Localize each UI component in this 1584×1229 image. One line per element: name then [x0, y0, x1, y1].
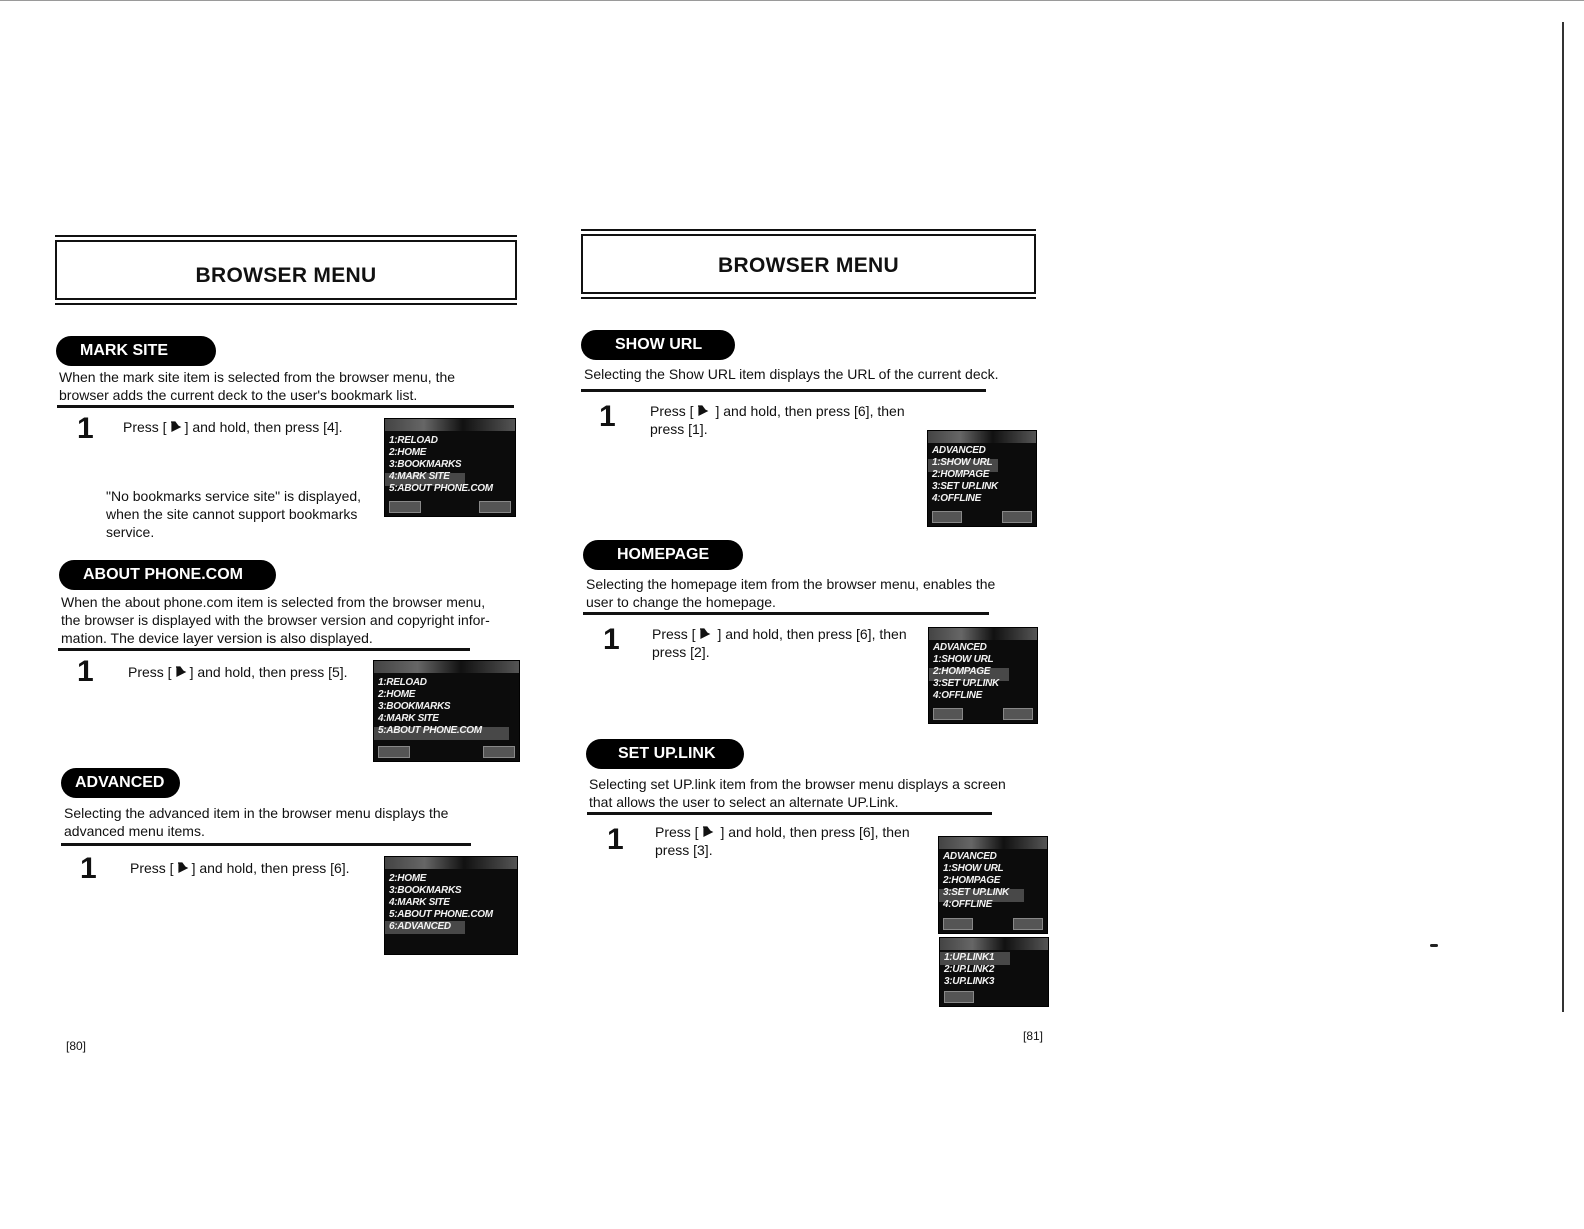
screen-softkey [1013, 918, 1043, 930]
page-title: BROWSER MENU [195, 264, 377, 287]
step-instruction [650, 402, 950, 438]
section-title-show-url: SHOW URL [581, 330, 735, 360]
step-note [106, 487, 386, 541]
screen-menu [933, 642, 999, 702]
desc-line: When the mark site item is selected from the browser menu, the [59, 369, 456, 385]
screen-status-bar [939, 837, 1047, 849]
section-title-about: ABOUT PHONE.COM [59, 560, 276, 590]
section-desc-setup-link [589, 775, 1059, 811]
screen-menu-item: ADVANCED [933, 642, 987, 653]
step-number: 1 [77, 412, 94, 445]
step-text-pre: Press [ [652, 626, 696, 642]
section-rule [58, 648, 470, 651]
step-text-line2: press [2]. [652, 644, 710, 660]
phone-screen-image [928, 627, 1038, 724]
screen-menu-item: 1:RELOAD [378, 677, 427, 688]
screen-menu-item: 4:MARK SITE [389, 897, 450, 908]
screen-menu [944, 952, 994, 988]
note-line: when the site cannot support bookmarks [106, 506, 358, 522]
screen-menu-item: 2:HOME [378, 689, 416, 700]
screen-menu-item: 2:UP.LINK2 [944, 964, 995, 975]
section-rule [57, 405, 514, 408]
phone-screen-image [384, 856, 518, 955]
desc-line: Selecting set UP.link item from the browser menu displays a screen [589, 776, 1006, 792]
browser-key-icon [174, 665, 188, 679]
screen-status-bar [928, 431, 1036, 443]
section-desc-advanced [64, 804, 504, 840]
step-number: 1 [77, 655, 94, 688]
section-title-advanced: ADVANCED [61, 768, 180, 798]
screen-menu-item: ADVANCED [932, 445, 986, 456]
screen-menu-item: 1:SHOW URL [933, 654, 994, 665]
screen-menu-item: 1:SHOW URL [932, 457, 993, 468]
step-text-pre: Press [ [128, 664, 172, 680]
step-instruction [128, 663, 348, 681]
screen-menu-item: 3:UP.LINK3 [944, 976, 995, 987]
screen-status-bar [940, 938, 1048, 950]
section-title-setup-link: SET UP.LINK [586, 739, 744, 769]
screen-menu [932, 445, 998, 505]
screen-menu-item: 2:HOMPAGE [933, 666, 991, 677]
screen-status-bar [385, 857, 517, 869]
header-box [55, 240, 517, 300]
desc-line: the browser is displayed with the browser version and copyright infor- [61, 612, 490, 628]
step-number: 1 [599, 400, 616, 433]
screen-menu [943, 851, 1009, 911]
screen-softkey [378, 746, 410, 758]
desc-line: mation. The device layer version is also displayed. [61, 630, 373, 646]
desc-line: When the about phone.com item is selected from the browser menu, [61, 594, 486, 610]
step-instruction [655, 823, 955, 859]
page-title: BROWSER MENU [718, 254, 899, 277]
page-number: [81] [1023, 1029, 1044, 1043]
screen-softkey [933, 708, 963, 720]
screen-softkey [389, 501, 421, 513]
step-number: 1 [607, 823, 624, 856]
screen-menu-item: 4:MARK SITE [389, 471, 450, 482]
step-instruction [123, 418, 343, 436]
screen-menu-item: 3:SET UP.LINK [933, 678, 999, 689]
scan-speck [1430, 944, 1438, 947]
step-text-post: ] and hold, then press [6], then [720, 824, 910, 840]
step-text-line2: press [1]. [650, 421, 708, 437]
step-text-post: ] and hold, then press [6]. [191, 860, 350, 876]
top-edge-rule [0, 0, 1584, 1]
section-desc-homepage [586, 575, 1046, 611]
browser-key-icon [696, 404, 710, 418]
screen-status-bar [374, 661, 519, 673]
step-text-pre: Press [ [130, 860, 174, 876]
screen-status-bar [929, 628, 1037, 640]
screen-softkey [944, 991, 974, 1003]
desc-line: browser adds the current deck to the user's bookmark list. [59, 387, 418, 403]
phone-screen-image [927, 430, 1037, 527]
section-rule [61, 843, 471, 846]
screen-menu-item: 3:SET UP.LINK [932, 481, 998, 492]
step-text-post: ] and hold, then press [5]. [189, 664, 348, 680]
desc-line: advanced menu items. [64, 823, 205, 839]
screen-menu-item: 5:ABOUT PHONE.COM [389, 483, 493, 494]
screen-menu-item: 2:HOME [389, 873, 427, 884]
right-edge-rule [1562, 22, 1564, 1012]
screen-softkey [943, 918, 973, 930]
section-rule [583, 612, 989, 615]
desc-line: Selecting the advanced item in the browser menu displays the [64, 805, 449, 821]
screen-menu-item: 2:HOMPAGE [932, 469, 990, 480]
screen-menu-item: 5:ABOUT PHONE.COM [389, 909, 493, 920]
desc-line: Selecting the Show URL item displays the URL of the current deck. [584, 366, 999, 382]
note-line: "No bookmarks service site" is displayed, [106, 488, 362, 504]
desc-line: user to change the homepage. [586, 594, 776, 610]
page-number: [80] [66, 1039, 87, 1053]
screen-menu-item: 2:HOMPAGE [943, 875, 1001, 886]
section-rule [581, 389, 986, 392]
screen-status-bar [385, 419, 515, 431]
step-text-pre: Press [ [650, 403, 694, 419]
screen-menu-item: 4:OFFLINE [933, 690, 982, 701]
screen-menu-item: 6:ADVANCED [389, 921, 451, 932]
phone-screen-image [373, 660, 520, 762]
browser-key-icon [698, 627, 712, 641]
phone-screen-image [939, 937, 1049, 1007]
screen-menu [389, 435, 493, 495]
screen-menu [389, 873, 493, 933]
browser-key-icon [176, 861, 190, 875]
screen-menu-item: 1:SHOW URL [943, 863, 1004, 874]
step-text-post: ] and hold, then press [6], then [715, 403, 905, 419]
screen-menu [378, 677, 482, 737]
screen-menu-item: 4:OFFLINE [943, 899, 992, 910]
screen-menu-item: 3:BOOKMARKS [389, 459, 462, 470]
screen-menu-item: 3:BOOKMARKS [389, 885, 462, 896]
screen-menu-item: 4:MARK SITE [378, 713, 439, 724]
section-desc-show-url [584, 365, 1044, 383]
step-text-line2: press [3]. [655, 842, 713, 858]
note-line: service. [106, 524, 155, 540]
screen-softkey [1003, 708, 1033, 720]
screen-softkey [483, 746, 515, 758]
screen-menu-item: 4:OFFLINE [932, 493, 981, 504]
step-text-post: ] and hold, then press [6], then [717, 626, 907, 642]
step-text-pre: Press [ [655, 824, 699, 840]
screen-menu-item: 3:SET UP.LINK [943, 887, 1009, 898]
step-instruction [130, 859, 350, 877]
step-text-pre: Press [ [123, 419, 167, 435]
section-desc-about [61, 593, 531, 647]
header-box [581, 234, 1036, 294]
section-desc-mark-site [59, 368, 519, 404]
desc-line: Selecting the homepage item from the browser menu, enables the [586, 576, 996, 592]
phone-screen-image [384, 418, 516, 517]
screen-menu-item: 1:UP.LINK1 [944, 952, 995, 963]
screen-menu-item: 3:BOOKMARKS [378, 701, 451, 712]
section-title-homepage: HOMEPAGE [583, 540, 743, 570]
screen-menu-item: 1:RELOAD [389, 435, 438, 446]
screen-softkey [932, 511, 962, 523]
phone-screen-image [938, 836, 1048, 934]
step-number: 1 [603, 623, 620, 656]
screen-softkey [479, 501, 511, 513]
step-instruction [652, 625, 952, 661]
browser-key-icon [701, 825, 715, 839]
desc-line: that allows the user to select an alternate UP.Link. [589, 794, 899, 810]
screen-menu-item: ADVANCED [943, 851, 997, 862]
screen-menu-item: 2:HOME [389, 447, 427, 458]
screen-menu-item: 5:ABOUT PHONE.COM [378, 725, 482, 736]
screen-softkey [1002, 511, 1032, 523]
step-number: 1 [80, 852, 97, 885]
section-rule [587, 812, 992, 815]
step-text-post: ] and hold, then press [4]. [184, 419, 343, 435]
section-title-mark-site: MARK SITE [56, 336, 216, 366]
browser-key-icon [169, 420, 183, 434]
